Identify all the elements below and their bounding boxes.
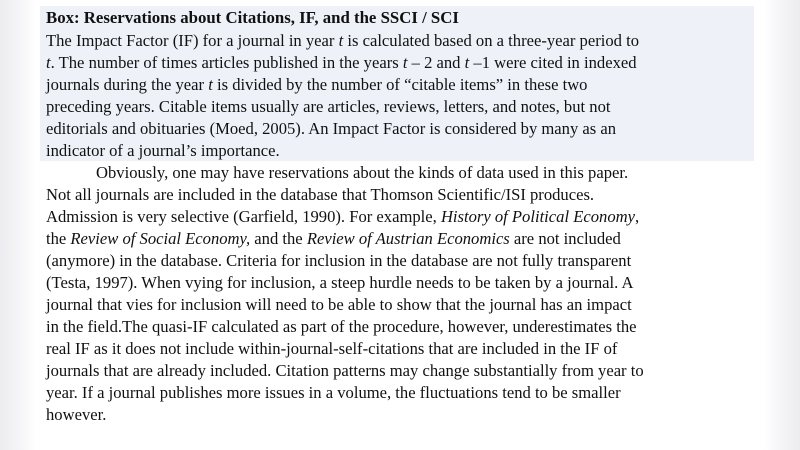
text-run: . The number of times articles published in the years [50,53,403,72]
body-line: (anymore) in the database. Criteria for inclusion in the database are not fully transparent [46,251,632,270]
body-line: in the field.The quasi-IF calculated as part of the procedure, however, underestimates the [46,317,637,336]
box-line: preceding years. Citable items usually are articles, reviews, letters, and notes, but not [46,97,611,116]
variable-t: t [208,75,213,94]
text-run: , [634,207,640,226]
body-line: Obviously, one may have reservations about the kinds of data used in this paper. [96,163,629,182]
variable-t: t [338,31,344,50]
body-line: journal that vies for inclusion will need to be able to show that the journal has an impact [46,295,632,314]
document-page [40,0,760,450]
text-run: is divided by the number of “citable items” in these two [212,75,588,94]
variable-t: t [402,53,408,72]
body-line: journals that are already included. Citation patterns may change substantially from year to [46,361,644,380]
text-run: journals during the year [46,75,209,94]
journal-title: History of Political Economy [440,207,635,226]
text-run: and the [250,229,307,248]
text-run: the [46,229,71,248]
text-run: –1 were cited in indexed [469,53,637,72]
box-line [46,30,639,52]
box-line [46,74,587,96]
variable-t: t [46,53,51,72]
text-run: are not included [509,229,621,248]
journal-title: Review of Austrian Economics [306,229,510,248]
page-margin-right [764,0,800,450]
body-line: real IF as it does not include within-journal-self-citations that are included in the IF of [46,339,618,358]
box-line: indicator of a journal’s importance. [46,141,280,160]
box-line [46,52,637,74]
body-line [46,228,621,250]
text-run: is calculated based on a three-year period to [343,31,640,50]
body-line: Not all journals are included in the database that Thomson Scientific/ISI produces. [46,185,595,204]
variable-t: t [464,53,470,72]
body-line: however. [46,405,107,424]
journal-title: Review of Social Economy, [70,229,251,248]
text-run: The Impact Factor (IF) for a journal in year [46,31,339,50]
box-line: editorials and obituaries (Moed, 2005). An Impact Factor is considered by many as an [46,119,617,138]
body-line: year. If a journal publishes more issues in a volume, the fluctuations tend to be smaller [46,383,621,402]
body-line [46,206,639,228]
box-title: Box: Reservations about Citations, IF, and the SSCI / SCI [46,8,459,27]
body-line: (Testa, 1997). When vying for inclusion, a steep hurdle needs to be taken by a journal. A [46,273,634,292]
text-run: – 2 and [407,53,465,72]
text-run: Admission is very selective (Garfield, 1990). For example, [46,207,441,226]
page-margin-left [0,0,36,450]
